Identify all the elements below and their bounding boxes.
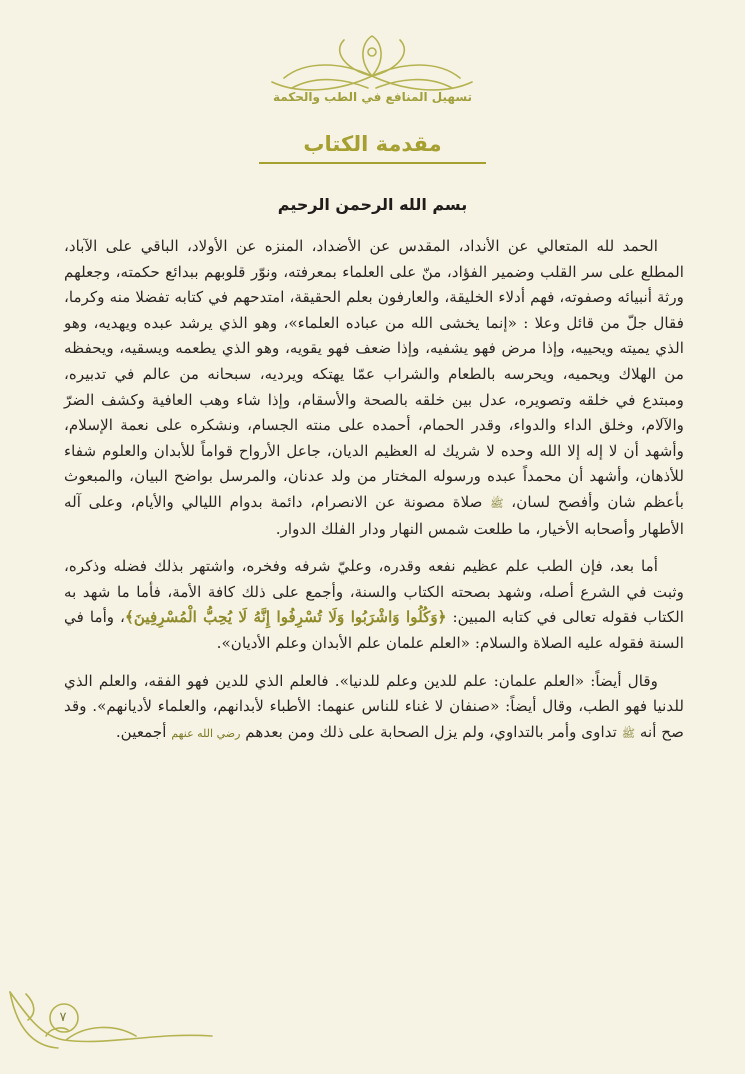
- paragraph-text: الحمد لله المتعالي عن الأنداد، المقدس عن الأضداد، المنزه عن الأولاد، الباقي على الآباد، المطلع على سر القلب وضمير الفؤاد، منّ على العلماء بمعرفته، ونوّر قلوبهم ببدائع حكمته، وجعلهم ورثة أنبيائه وصفوته، فهم أدلاء الخليقة، والعارفون بعلم الحقيقة، امتدحهم في كتابه تفضلا منه وكرما، فقال جلّ من قائل وعلا : «إنما يخشى الله من عباده العلماء»، وهو الذي يرشد عبده ويهديه، وهو الذي يميته ويحييه، وإذا مرض فهو يشفيه، وإذا ضعف فهو يقويه، وهو الذي يطعمه ويسقيه، ويحفظه من الهلاك ويحميه، ويحرسه بالطعام والشراب عمّا يهتكه ويرديه، سبحانه من عالم في تدبيره، ومبتدع في خلقه وتصويره، عدل بين خلقه بالصحة والأسقام، وإذا شاء وهب العافية وكشف الضرّ والآلام، وخلق الداء والدواء، وقدر الحمام، أحمده على منته الجسام، ونشكره على نعمة الإسلام، وأشهد أن لا إله إلا الله وحده لا شريك له العظيم الديان، جاعل الأرواح قواماً للأبدان والعلوم شفاء للأذهان، وأشهد أن محمداً عبده ورسوله المختار من ولد عدنان، والمرسل بواضح البيان، والمبعوث بأعظم شان وأفصح لسان،: [64, 237, 685, 511]
- paragraph-amma-baad: [64, 554, 684, 656]
- paragraph-text: صلاة مصونة عن الانصرام، دائمة بدوام الليالي والأيام، وعلى آله الأطهار وأصحابه الأخيار، ما طلعت شمس النهار ودار الفلك الدوار.: [64, 492, 684, 538]
- paragraph-text: أجمعين.: [115, 722, 167, 741]
- salutation-glyph: رضي الله عنهم: [171, 726, 241, 740]
- salutation-glyph: ﷺ: [621, 726, 636, 740]
- page-number: ٧: [59, 1010, 67, 1025]
- paragraph-text: ، وأما في السنة فقوله عليه الصلاة والسلام: «العلم علمان علم الأبدان وعلم الأديان».: [64, 608, 684, 652]
- body-text: [64, 234, 684, 758]
- paragraph-text: وقال أيضاً: «العلم علمان: علم للدين وعلم للدنيا». فالعلم الذي للدين فهو الفقه، والعلم الذي للدنيا فهو الطب، وقال أيضاً: «صنفان لا غناء للناس عنهما: الأطباء لأبدانهم، والعلماء لأديانهم». وقد صح أنه: [64, 671, 684, 741]
- paragraph-text: أما بعد، فإن الطب علم عظيم نفعه وقدره، وعليّ شرفه وفخره، واشتهر بذلك فضله وذكره، وثبت في الشرع أصله، وشهد بصحته الكتاب والسنة، وأجمع على ذلك كافة الأمة، فأما ما شهد به الكتاب فقوله تعالى في كتابه المبين:: [64, 557, 685, 627]
- basmala-heading: بسم الله الرحمن الرحيم: [277, 195, 468, 214]
- quran-verse: ﴿وَكُلُوا وَاشْرَبُوا وَلَا تُسْرِفُوا إِنَّهُ لَا يُحِبُّ الْمُسْرِفِينَ﴾: [124, 608, 447, 627]
- section-title: مقدمة الكتاب: [259, 132, 485, 164]
- paragraph-hadith: [64, 669, 684, 747]
- paragraph-text: تداوى وأمر بالتداوي، ولم يزل الصحابة على ذلك ومن بعدهم: [245, 722, 617, 741]
- paragraph-intro: [64, 234, 684, 542]
- vine-corner-ornament-icon: [6, 984, 216, 1054]
- salutation-glyph: ﷺ: [490, 496, 504, 510]
- running-header-title: تسهيل المنافع في الطب والحكمة: [272, 90, 473, 104]
